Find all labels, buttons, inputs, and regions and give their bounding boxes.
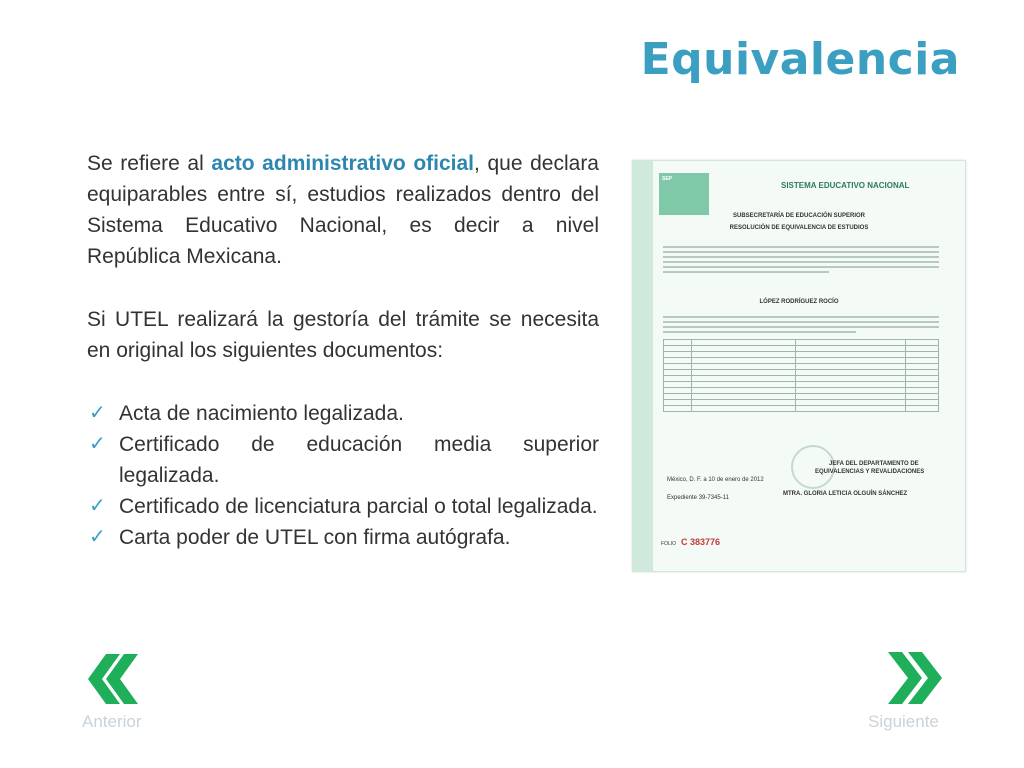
document-folio-label: FOLIO	[661, 541, 677, 547]
previous-arrow-icon[interactable]	[86, 654, 140, 704]
document-dept-line1: JEFA DEL DEPARTAMENTO DE	[829, 461, 919, 467]
list-item-text: Certificado de educación media superior legalizada.	[119, 433, 599, 487]
requirements-intro: Si UTEL realizará la gestoría del trámite se necesita en original los siguientes documentos:	[87, 308, 599, 362]
document-body-lines	[663, 313, 939, 336]
definition-text-start: Se refiere al	[87, 152, 212, 175]
document-body-lines	[663, 243, 939, 276]
list-item	[87, 522, 599, 553]
next-link[interactable]: Siguiente	[868, 712, 939, 731]
document-border	[633, 161, 653, 571]
document-dept-line2: EQUIVALENCIAS Y REVALIDACIONES	[815, 469, 925, 475]
list-item-text: Acta de nacimiento legalizada.	[119, 402, 404, 425]
next-arrow-icon[interactable]	[886, 652, 944, 704]
document-subsecretaria: SUBSECRETARÍA DE EDUCACIÓN SUPERIOR	[732, 213, 865, 219]
requirements-list	[87, 398, 599, 553]
document-student-name: LÓPEZ RODRÍGUEZ ROCÍO	[759, 299, 839, 305]
list-item	[87, 398, 599, 429]
check-icon: ✓	[89, 526, 106, 548]
seal-icon	[791, 445, 835, 489]
document-system-title: SISTEMA EDUCATIVO NACIONAL	[781, 181, 910, 190]
definition-paragraph	[87, 148, 599, 272]
document-expediente: Expediente 39-7345-11	[667, 495, 729, 501]
list-item-text: Certificado de licenciatura parcial o total legalizada.	[119, 495, 598, 518]
document-subjects-table	[663, 339, 939, 412]
check-icon: ✓	[89, 495, 106, 517]
list-item	[87, 491, 599, 522]
document-signatory: MTRA. GLORIA LETICIA OLGUÍN SÁNCHEZ	[783, 491, 908, 497]
definition-text-end: , que declara equiparables entre sí, estudios realizados dentro del Sistema Educativo Nacional, es decir a nivel República Mexicana.	[87, 152, 599, 268]
highlight-term: acto administrativo oficial	[211, 152, 475, 175]
page-title: Equivalencia	[640, 34, 960, 85]
check-icon: ✓	[89, 402, 106, 424]
document-folio-number: C 383776	[681, 537, 721, 547]
list-item	[87, 429, 599, 491]
check-icon: ✓	[89, 433, 106, 455]
list-item-text: Carta poder de UTEL con firma autógrafa.	[119, 526, 511, 549]
sep-logo-icon: SEP	[659, 173, 709, 215]
document-place-date: México, D. F. a 10 de enero de 2012	[667, 477, 764, 483]
equivalency-certificate-image	[632, 160, 966, 572]
body-text	[87, 148, 599, 553]
previous-link[interactable]: Anterior	[82, 712, 142, 731]
document-resolution-title: RESOLUCIÓN DE EQUIVALENCIA DE ESTUDIOS	[729, 225, 869, 231]
